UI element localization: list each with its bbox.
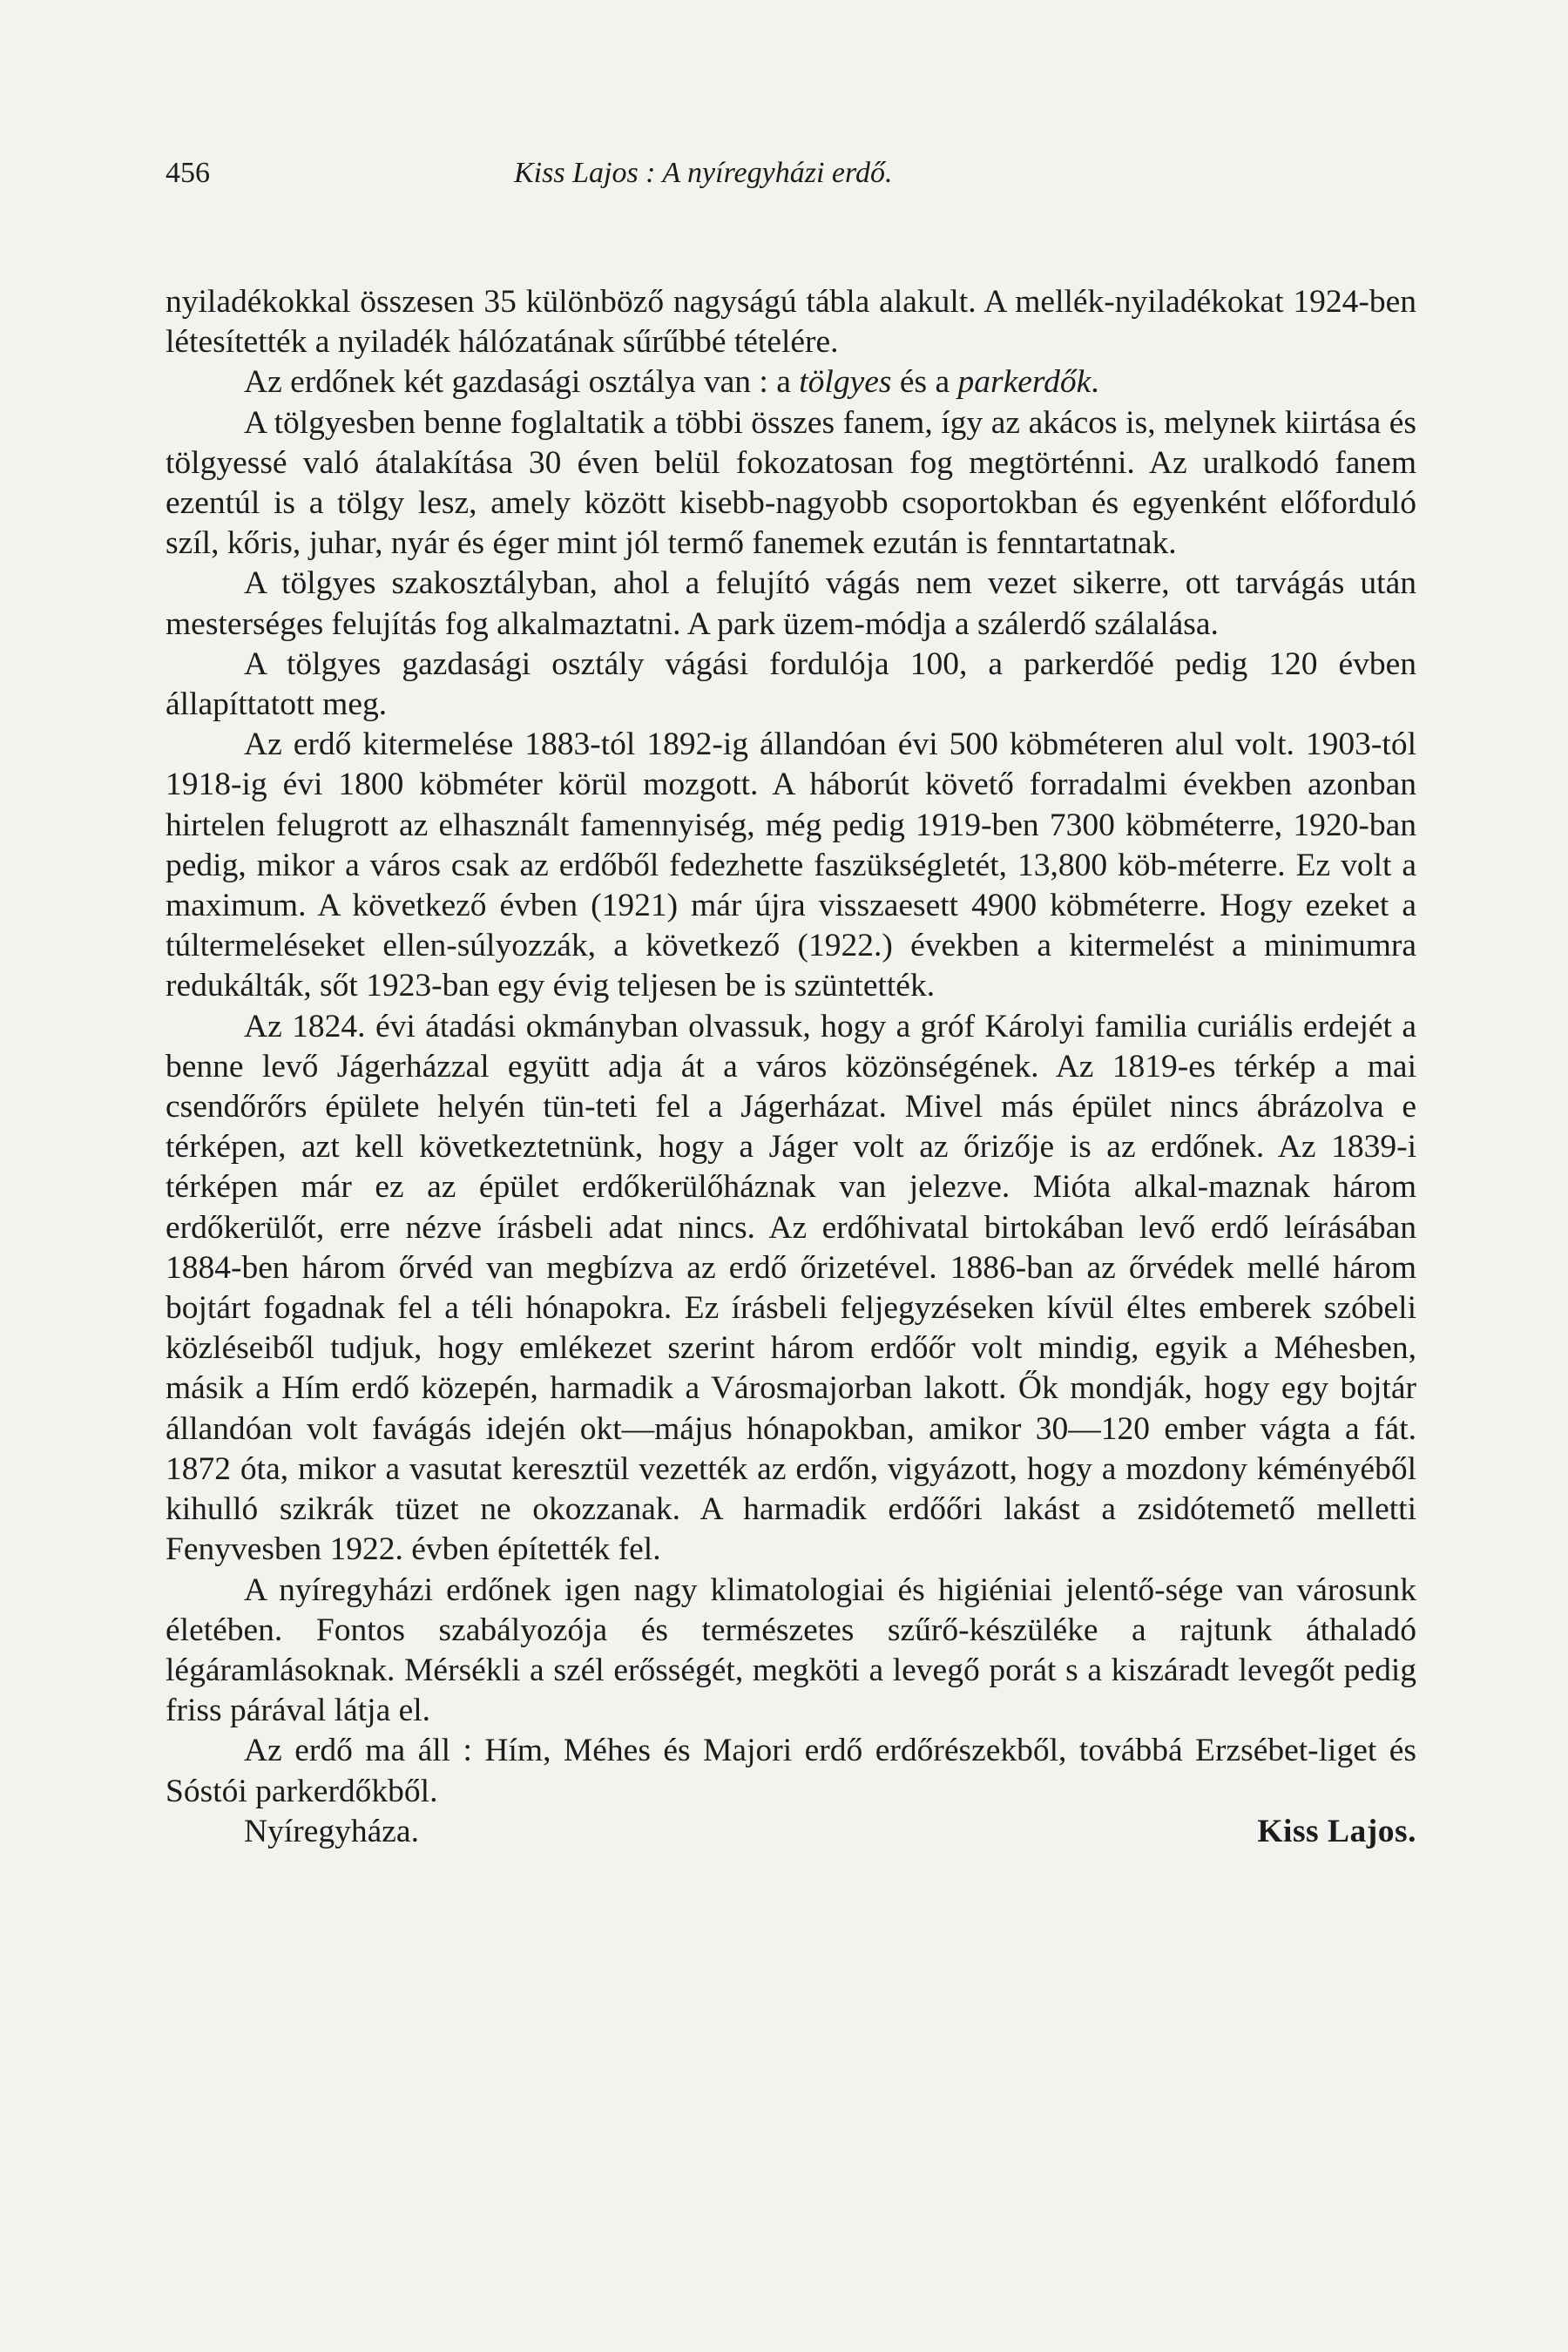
paragraph-2: A tölgyesben benne foglaltatik a többi összes fanem, így az akácos is, melynek kiirtása és tölgyessé való átalakítása 30 éven belül fokozatosan fog megtörténni. Az uralkodó fanem ezentúl is a tölgy lesz, amely között kisebb-nagyobb csoportokban és egyenként előforduló szíl, kőris, juhar, nyár és éger mint jól termő fanemek ezután is fenntartatnak.: [166, 404, 1416, 562]
paragraph-economic-classes: [166, 362, 1416, 402]
paragraph-5: Az erdő kitermelése 1883-tól 1892-ig állandóan évi 500 köbméteren alul volt. 1903-tól 1918-ig évi 1800 köbméter körül mozgott. A háborút követő forradalmi években azonban hirtelen felugrott az elhasznált famennyiség, még pedig 1919-ben 7300 köbméterre, 1920-ban pedig, mikor a város csak az erdőből fedezhette faszükségletét, 13,800 köb-méterre. Ez volt a maximum. A következő évben (1921) már újra visszaesett 4900 köbméterre. Hogy ezeket a túltermeléseket ellen-súlyozzák, a következő (1922.) években a kitermelést a minimumra redukálták, sőt 1923-ban egy évig teljesen be is szüntették.: [166, 727, 1416, 1004]
economy-text-middle: és a: [891, 364, 958, 401]
economy-class-park: parkerdők: [957, 364, 1092, 401]
running-head: Kiss Lajos : A nyíregyházi erdő.: [514, 157, 893, 189]
economy-text-before: Az erdőnek két gazdasági osztálya van : a: [244, 364, 800, 401]
economy-text-after: .: [1091, 364, 1099, 401]
article-body: [166, 282, 1416, 1852]
author-signature: Kiss Lajos.: [1257, 1813, 1416, 1849]
closing-line: [166, 1812, 1416, 1852]
paragraph-6: Az 1824. évi átadási okmányban olvassuk, hogy a gróf Károlyi familia curiális erdejét a benne levő Jágerházzal együtt adja át a város közönségének. Az 1819-es térkép a mai csendőrőrs épülete helyén tün-teti fel a Jágerházat. Mivel más épület nincs ábrázolva e térképen, azt kell következtetnünk, hogy a Jáger volt az őrizője is az erdőnek. Az 1839-i térképen már ez az épület erdőkerülőháznak van jelezve. Mióta alkal-maznak három erdőkerülőt, erre nézve írásbeli adat nincs. Az erdőhivatal birtokában levő erdő leírásában 1884-ben három őrvéd van megbízva az erdő őrizetével. 1886-ban az őrvédek mellé három bojtárt fogadnak fel a téli hónapokra. Ez írásbeli feljegyzéseken kívül éltes emberek szóbeli közléseiből tudjuk, hogy emlékezet szerint három erdőőr volt mindig, egyik a Méhesben, másik a Hím erdő közepén, harmadik a Városmajorban lakott. Ők mondják, hogy egy bojtár állandóan volt favágás idején okt—május hónapokban, amikor 30—120 ember vágta a fát. 1872 óta, mikor a vasutat keresztül vezették az erdőn, vigyázott, hogy a mozdony kéményéből kihulló szikrák tüzet ne okozzanak. A harmadik erdőőri lakást a zsidótemető melletti Fenyvesben 1922. évben építették fel.: [166, 1008, 1416, 1568]
closing-place: Nyíregyháza.: [244, 1813, 419, 1849]
paragraph-4: A tölgyes gazdasági osztály vágási fordulója 100, a parkerdőé pedig 120 évben állapíttatott meg.: [166, 645, 1416, 723]
paragraph-8: Az erdő ma áll : Hím, Méhes és Majori erdő erdőrészekből, továbbá Erzsébet-liget és Sóstói parkerdőkből.: [166, 1733, 1416, 1809]
paragraph-7: A nyíregyházi erdőnek igen nagy klimatologiai és higiéniai jelentő-sége van városunk életében. Fontos szabályozója és természetes szűrő-készüléke a rajtunk áthaladó légáramlásoknak. Mérsékli a szél erősségét, megköti a levegő porát s a kiszáradt levegőt pedig friss párával látja el.: [166, 1571, 1416, 1729]
page-number: 456: [166, 157, 210, 189]
paragraph-3: A tölgyes szakosztályban, ahol a felujító vágás nem vezet sikerre, ott tarvágás után mesterséges felujítás fog alkalmaztatni. A park üzem-módja a szálerdő szálalása.: [166, 565, 1416, 642]
economy-class-oak: tölgyes: [799, 364, 892, 401]
paragraph-1: nyiladékokkal összesen 35 különböző nagyságú tábla alakult. A mellék-nyiladékokat 1924-ben létesítették a nyiladék hálózatának sűrűbbé tételére.: [166, 284, 1416, 361]
page-header: [166, 157, 1054, 200]
